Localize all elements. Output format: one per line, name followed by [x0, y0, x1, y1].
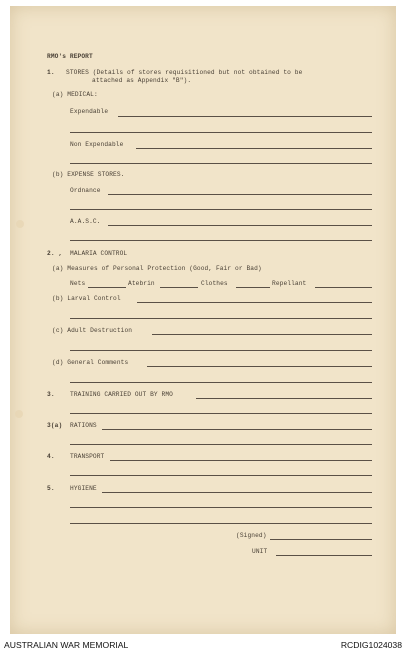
punch-hole: [16, 220, 24, 228]
section-2-number: 2. ,: [47, 250, 63, 257]
atebrin-label: Atebrin: [128, 280, 155, 287]
punch-hole: [15, 410, 23, 418]
section-3-heading: TRAINING CARRIED OUT BY RMO: [70, 391, 173, 398]
section-5-number: 5.: [47, 485, 55, 492]
atebrin-line: [160, 287, 198, 288]
aasc-line: [108, 225, 372, 226]
training-line: [196, 398, 372, 399]
section-4-number: 4.: [47, 453, 55, 460]
ordnance-line-2: [70, 209, 372, 210]
larval-control-line-2: [70, 318, 372, 319]
general-comments-line: [147, 366, 372, 367]
adult-destruction-line: [152, 334, 372, 335]
nets-label: Nets: [70, 280, 86, 287]
section-5-heading: HYGIENE: [70, 485, 97, 492]
clothes-label: Clothes: [201, 280, 228, 287]
signed-label: (Signed): [236, 532, 267, 539]
general-comments-line-2: [70, 382, 372, 383]
section-3a-number: 3(a): [47, 422, 63, 429]
non-expendable-label: Non Expendable: [70, 141, 124, 148]
section-3-number: 3.: [47, 391, 55, 398]
aasc-line-2: [70, 240, 372, 241]
footer-record-id: RCDIG1024038: [340, 640, 402, 650]
expendable-label: Expendable: [70, 108, 109, 115]
section-1-number: 1.: [47, 69, 55, 76]
hygiene-line-3: [70, 523, 372, 524]
unit-label: UNIT: [252, 548, 268, 555]
hygiene-line-2: [70, 507, 372, 508]
report-title: RMO's REPORT: [47, 53, 93, 60]
unit-line: [276, 555, 372, 556]
aasc-label: A.A.S.C.: [70, 218, 101, 225]
signed-line: [270, 539, 372, 540]
section-1b-label: (b) EXPENSE STORES.: [52, 171, 125, 178]
clothes-line: [236, 287, 270, 288]
transport-line-2: [70, 475, 372, 476]
section-3a-heading: RATIONS: [70, 422, 97, 429]
section-1a-label: (a) MEDICAL:: [52, 91, 98, 98]
adult-destruction-line-2: [70, 350, 372, 351]
footer-archive-name: AUSTRALIAN WAR MEMORIAL: [4, 640, 129, 650]
non-expendable-line: [136, 148, 372, 149]
repellant-label: Repellant: [272, 280, 307, 287]
non-expendable-line-2: [70, 163, 372, 164]
section-2c-label: (c) Adult Destruction: [52, 327, 133, 334]
ordnance-label: Ordnance: [70, 187, 101, 194]
repellant-line: [315, 287, 372, 288]
section-1-heading-cont: attached as Appendix "B").: [92, 77, 192, 84]
expendable-line-2: [70, 132, 372, 133]
section-4-heading: TRANSPORT: [70, 453, 105, 460]
nets-line: [88, 287, 126, 288]
training-line-2: [70, 413, 372, 414]
rations-line: [102, 429, 372, 430]
expendable-line: [118, 116, 372, 117]
section-2d-label: (d) General Comments: [52, 359, 129, 366]
section-2-heading: MALARIA CONTROL: [70, 250, 128, 257]
ordnance-line: [108, 194, 372, 195]
larval-control-line: [137, 302, 372, 303]
section-2a-label: (a) Measures of Personal Protection (Good, Fair or Bad): [52, 265, 262, 272]
section-1-heading: STORES (Details of stores requisitioned but not obtained to be: [66, 69, 303, 76]
section-2b-label: (b) Larval Control: [52, 295, 121, 302]
transport-line: [110, 460, 372, 461]
hygiene-line: [102, 492, 372, 493]
rations-line-2: [70, 444, 372, 445]
